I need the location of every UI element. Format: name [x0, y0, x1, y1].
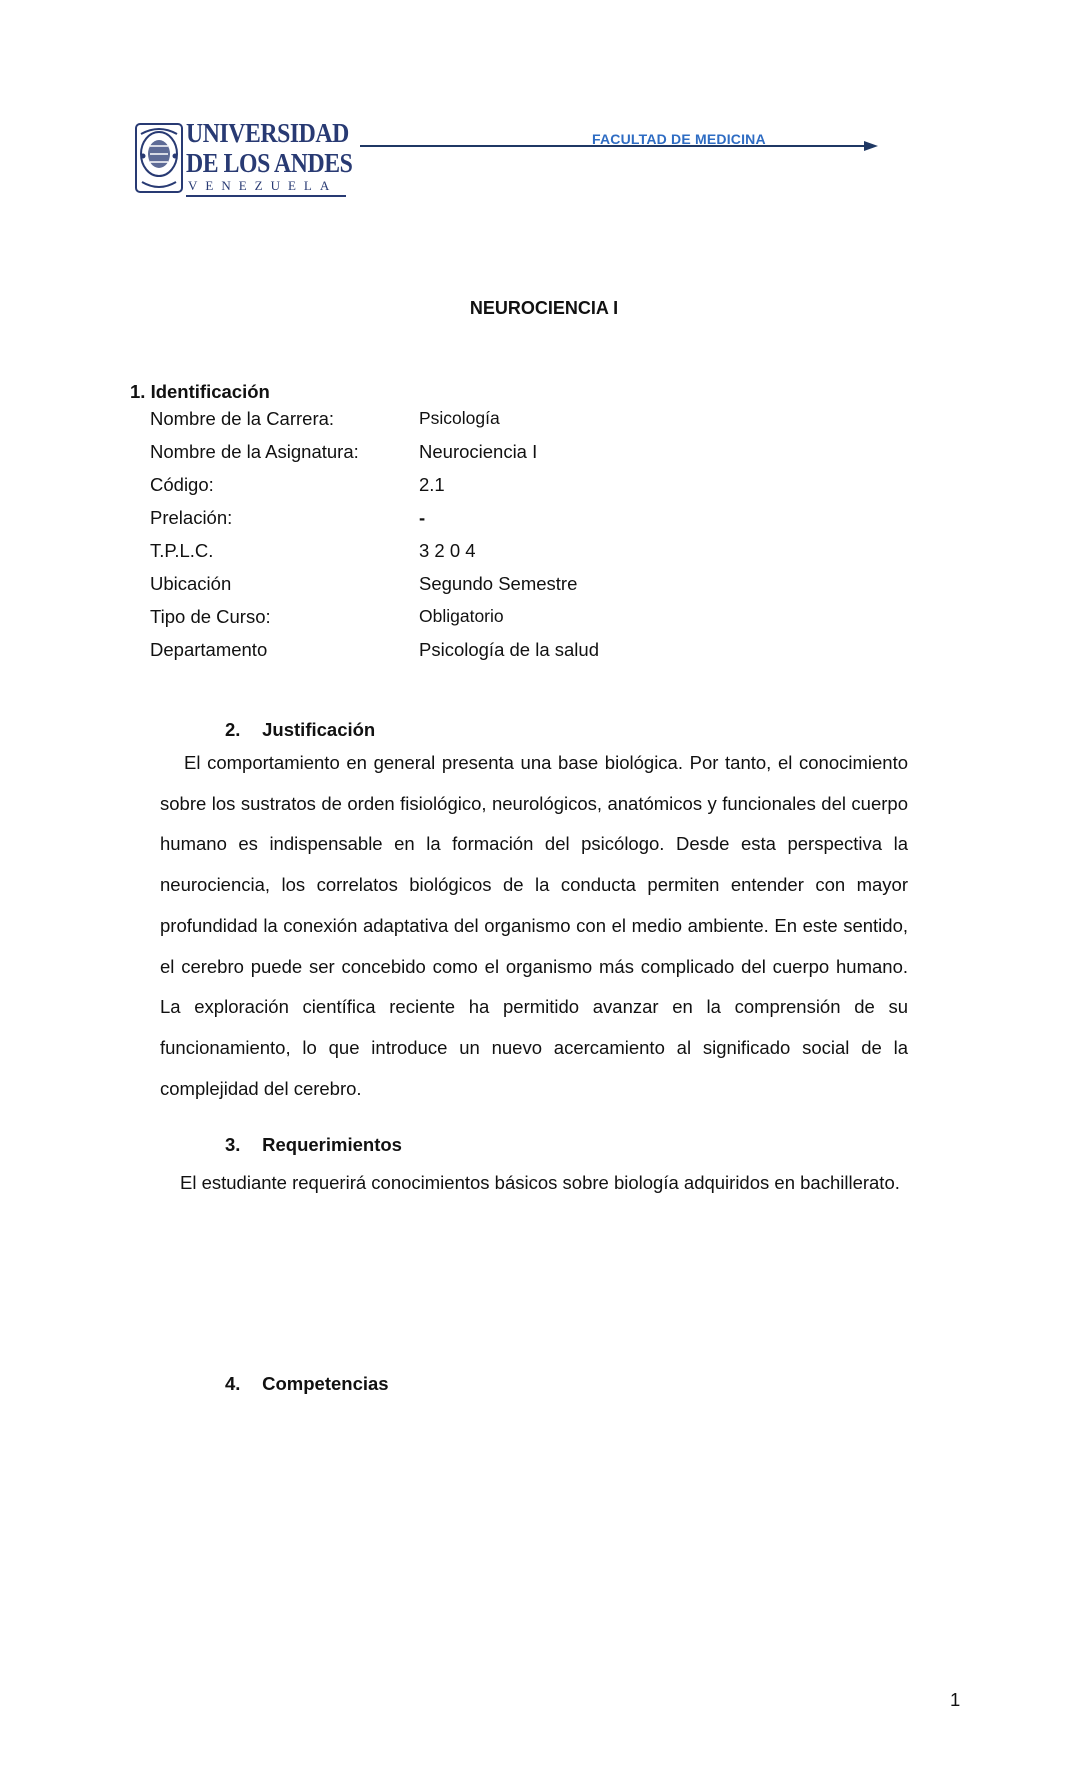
page-number: 1 [950, 1689, 961, 1710]
field-value: Psicología de la salud [419, 639, 599, 660]
document-title: NEUROCIENCIA I [469, 298, 619, 318]
requirements-paragraph: El estudiante requerirá conocimientos básicos sobre biología adquiridos en bachillerato. [180, 1172, 900, 1193]
table-row [150, 507, 870, 540]
header-arrow-icon [360, 139, 878, 153]
section-number: 2. [225, 719, 241, 740]
logo-text-venezuela: VENEZUELA [188, 178, 338, 193]
logo-text-de-los-andes: DE LOS ANDES [186, 148, 353, 178]
table-row [150, 540, 870, 573]
section-number: 4. [225, 1373, 241, 1394]
field-value: Obligatorio [419, 606, 504, 626]
field-label: Prelación: [150, 507, 233, 528]
field-value: Segundo Semestre [419, 573, 578, 594]
section-heading-competencias [225, 1373, 389, 1395]
identification-table [150, 408, 870, 672]
section-title: Identificación [150, 381, 270, 402]
table-row [150, 573, 870, 606]
field-label: T.P.L.C. [150, 540, 214, 561]
justification-paragraph: El comportamiento en general presenta una base biológica. Por tanto, el conocimiento sobre los sustratos de orden fisiológico, neurológicos, anatómicos y funcionales del cuerpo humano es indispensable en la formación del psicólogo. Desde esta perspectiva la neurociencia, los correlatos biológicos de la conducta permiten entender con mayor profundidad la conexión adaptativa del organismo con el medio ambiente. En este sentido, el cerebro puede ser concebido como el organismo más complicado del cuerpo humano. La exploración científica reciente ha permitido avanzar en la comprensión de su funcionamiento, lo que introduce un nuevo acercamiento al significado social de la complejidad del cerebro. [160, 752, 908, 1099]
table-row [150, 408, 870, 441]
university-logo [132, 118, 353, 198]
table-row [150, 474, 870, 507]
logo-text-universidad: UNIVERSIDAD [186, 118, 349, 148]
field-label: Departamento [150, 639, 268, 660]
table-row [150, 606, 870, 639]
table-row [150, 639, 870, 672]
section-number: 3. [225, 1134, 241, 1155]
section-title: Justificación [262, 719, 376, 740]
section-title: Competencias [262, 1373, 389, 1394]
university-seal-icon [134, 122, 184, 194]
section-heading-requerimientos [225, 1134, 402, 1156]
section-title: Requerimientos [262, 1134, 402, 1155]
field-label: Tipo de Curso: [150, 606, 271, 627]
field-value: 2.1 [419, 474, 445, 495]
field-label: Código: [150, 474, 214, 495]
section-number: 1. [130, 381, 146, 402]
field-value: Neurociencia I [419, 441, 538, 462]
logo-underline [186, 195, 346, 197]
faculty-label: FACULTAD DE MEDICINA [592, 131, 766, 147]
field-label: Nombre de la Carrera: [150, 408, 335, 429]
field-label: Nombre de la Asignatura: [150, 441, 359, 462]
field-value: 3 2 0 4 [419, 540, 476, 561]
section-heading-justificacion [225, 719, 375, 741]
section-heading-identificacion [130, 381, 270, 403]
field-value: Psicología [419, 408, 500, 428]
field-label: Ubicación [150, 573, 232, 594]
table-row [150, 441, 870, 474]
page-header [0, 0, 1088, 220]
field-value: - [419, 507, 426, 528]
